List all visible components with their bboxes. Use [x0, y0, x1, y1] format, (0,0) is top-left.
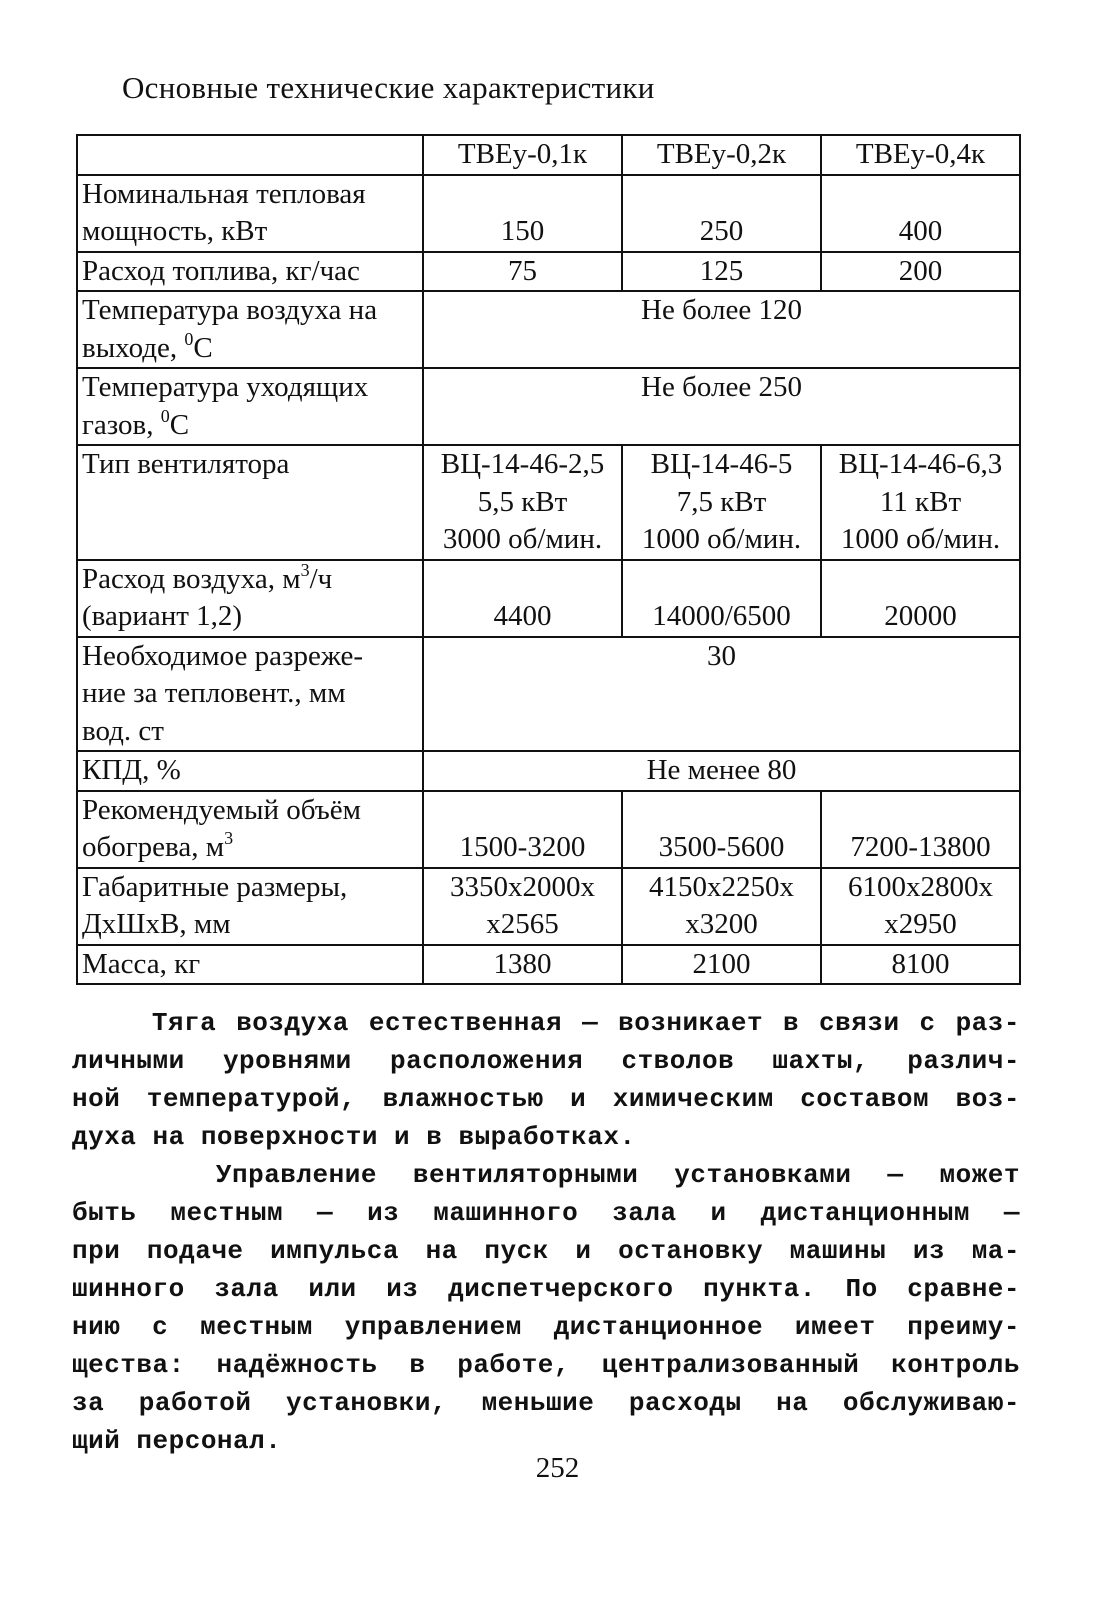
table-cell: 14000/6500	[622, 560, 821, 637]
table-cell: ВЦ-14-46-2,5 5,5 кВт 3000 об/мин.	[423, 445, 622, 560]
paragraph-fan-control: Управление вентиляторными установками — может быть местным — из машинного зала и дистанционным — при подаче импульса на пуск и остановку машины из ма- шинного зала или из диспетчерского пункта. По сравне- нию с местным управлением дистанционное имеет преиму- щества: надёжность в работе, централизованный контроль за работой установки, меньшие расходы на обслуживаю- щий персонал.	[72, 1160, 1020, 1456]
table-cell-span: Не менее 80	[423, 751, 1020, 791]
table-header-row	[77, 135, 1020, 175]
table-row-heating-volume	[77, 791, 1020, 868]
table-row-air-flow	[77, 560, 1020, 637]
table-cell: 150	[423, 175, 622, 252]
table-cell: 250	[622, 175, 821, 252]
paragraph-term: Тяга воздуха естественная	[151, 1008, 563, 1038]
row-label: КПД, %	[77, 751, 423, 791]
table-row-thermal-power	[77, 175, 1020, 252]
table-cell-span: Не более 250	[423, 368, 1020, 445]
header-cell-empty	[77, 135, 423, 175]
row-label: Расход воздуха, $м^3/ч$ (вариант 1,2)	[77, 560, 423, 637]
row-label: Рекомендуемый объём обогрева, $м^3$	[77, 791, 423, 868]
table-cell: 75	[423, 252, 622, 292]
table-cell: 8100	[821, 945, 1020, 985]
table-cell: 3350х2000х х2565	[423, 868, 622, 945]
row-label: Номинальная тепловая мощность, кВт	[77, 175, 423, 252]
table-row-efficiency	[77, 751, 1020, 791]
table-cell: 3500-5600	[622, 791, 821, 868]
table-cell: 4400	[423, 560, 622, 637]
header-cell-model-04: ТВЕу-0,4к	[821, 135, 1020, 175]
row-label: Расход топлива, кг/час	[77, 252, 423, 292]
table-cell: 125	[622, 252, 821, 292]
table-row-exhaust-gas-temperature	[77, 368, 1020, 445]
paragraph-natural-draft: Тяга воздуха естественная — возникает в связи с раз- личными уровнями расположения стволов шахты, различ- ной температурой, влажностью и химическим составом воз- духа на поверхности и в выработках.	[72, 1008, 1020, 1152]
table-cell: 2100	[622, 945, 821, 985]
table-cell: 1380	[423, 945, 622, 985]
table-cell: ВЦ-14-46-6,3 11 кВт 1000 об/мин.	[821, 445, 1020, 560]
table-cell: 4150х2250х х3200	[622, 868, 821, 945]
table-cell: 6100х2800х х2950	[821, 868, 1020, 945]
row-label: Габаритные размеры, ДхШхВ, мм	[77, 868, 423, 945]
table-cell: 1500-3200	[423, 791, 622, 868]
table-row-outlet-air-temperature	[77, 291, 1020, 368]
table-row-mass	[77, 945, 1020, 985]
table-row-required-vacuum	[77, 637, 1020, 752]
row-label: Температура уходящих газов, $^0$C	[77, 368, 423, 445]
page-title: Основные технические характеристики	[122, 70, 655, 105]
table-cell: 7200-13800	[821, 791, 1020, 868]
header-cell-model-02: ТВЕу-0,2к	[622, 135, 821, 175]
paragraph-term: Управление вентиляторными установками	[215, 1160, 852, 1190]
table-row-fan-type	[77, 445, 1020, 560]
table-cell: 200	[821, 252, 1020, 292]
table-row-dimensions	[77, 868, 1020, 945]
table-cell: 400	[821, 175, 1020, 252]
table-cell: 20000	[821, 560, 1020, 637]
row-label: Температура воздуха на выходе, $^0$C	[77, 291, 423, 368]
row-label: Масса, кг	[77, 945, 423, 985]
row-label: Тип вентилятора	[77, 445, 423, 560]
header-cell-model-01: ТВЕу-0,1к	[423, 135, 622, 175]
specifications-table	[76, 134, 1021, 985]
table-cell-span: Не более 120	[423, 291, 1020, 368]
page-number: 252	[535, 1452, 580, 1484]
table-cell: ВЦ-14-46-5 7,5 кВт 1000 об/мин.	[622, 445, 821, 560]
row-label: Необходимое разреже- ние за тепловент., мм вод. ст	[77, 637, 423, 752]
table-cell-span: 30	[423, 637, 1020, 752]
table-row-fuel-consumption	[77, 252, 1020, 292]
